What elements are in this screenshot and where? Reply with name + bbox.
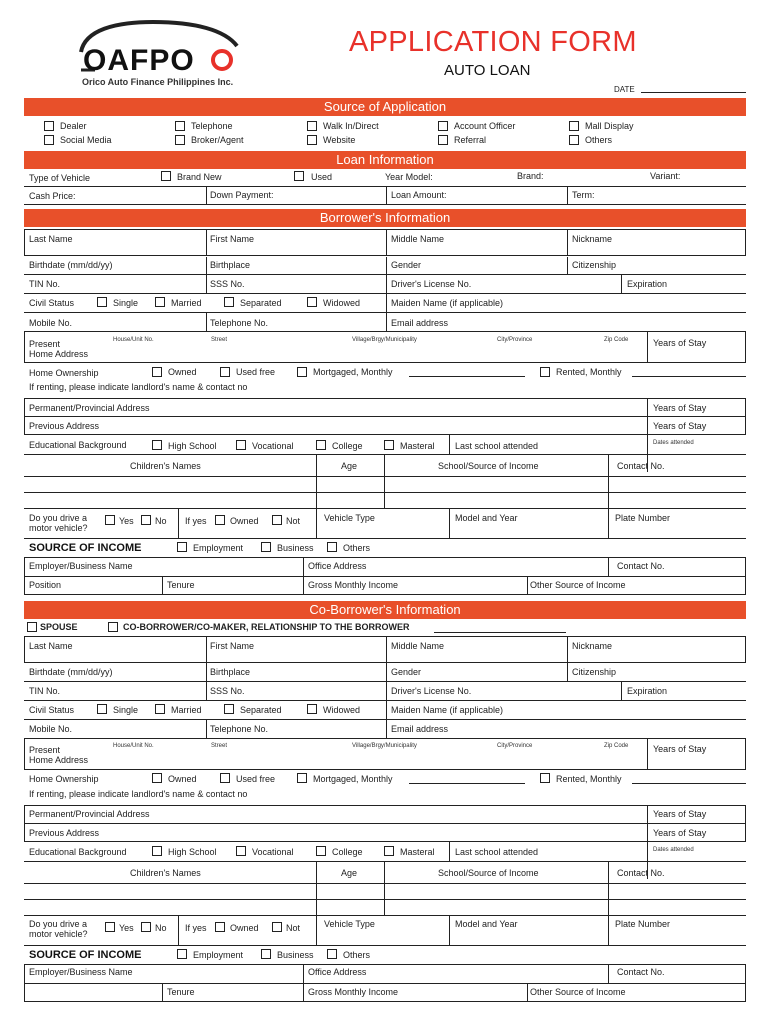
co-drive-question-1: Do you drive a xyxy=(29,919,88,929)
co-single-label: Single xyxy=(113,705,139,715)
vehicle-not-label: Not xyxy=(286,516,301,526)
co-civil-status-label: Civil Status xyxy=(29,705,75,715)
drive-no-checkbox[interactable] xyxy=(141,515,151,525)
spouse-checkbox[interactable] xyxy=(27,622,37,632)
co-tenure-label: Tenure xyxy=(167,987,195,997)
co-employment-checkbox[interactable] xyxy=(177,949,187,959)
age-label: Age xyxy=(341,461,358,471)
co-college-label: College xyxy=(332,847,363,857)
drive-question-1: Do you drive a xyxy=(29,513,88,523)
co-source-income-label: SOURCE OF INCOME xyxy=(29,949,142,961)
source-heading: Source of Application xyxy=(24,98,746,116)
if-yes-label: If yes xyxy=(185,516,207,526)
year-model-label: Year Model: xyxy=(385,172,433,182)
masteral-checkbox[interactable] xyxy=(384,440,394,450)
social-media-checkbox[interactable] xyxy=(44,135,54,145)
co-drive-no-checkbox[interactable] xyxy=(141,922,151,932)
co-vehicle-owned-checkbox[interactable] xyxy=(215,922,225,932)
gender-label: Gender xyxy=(391,260,422,270)
telephone-checkbox[interactable] xyxy=(175,121,185,131)
co-college-checkbox[interactable] xyxy=(316,846,326,856)
co-contact-no-label: Contact No. xyxy=(617,868,665,878)
previous-address-label: Previous Address xyxy=(29,421,100,431)
co-home-address-label: Home Address xyxy=(29,755,89,765)
co-mortgaged-label: Mortgaged, Monthly xyxy=(313,774,393,784)
website-checkbox[interactable] xyxy=(307,135,317,145)
business-label: Business xyxy=(277,543,314,553)
comaker-label: CO-BORROWER/CO-MAKER, RELATIONSHIP TO THE BORROWER xyxy=(123,622,410,632)
contact-no-label: Contact No. xyxy=(617,461,665,471)
co-home-ownership-label: Home Ownership xyxy=(29,774,99,784)
co-employment-label: Employment xyxy=(193,950,244,960)
co-plate-number-label: Plate Number xyxy=(615,919,671,929)
expiration-label: Expiration xyxy=(627,279,668,289)
form-subtitle: AUTO LOAN xyxy=(444,62,531,79)
employment-label: Employment xyxy=(193,543,244,553)
vehicle-owned-label: Owned xyxy=(230,516,259,526)
website-label: Website xyxy=(323,135,356,145)
co-owned-label: Owned xyxy=(168,774,197,784)
co-business-checkbox[interactable] xyxy=(261,949,271,959)
borrower-name-box xyxy=(24,229,746,256)
permanent-years-label: Years of Stay xyxy=(653,403,707,413)
co-mortgaged-checkbox[interactable] xyxy=(297,773,307,783)
co-masteral-checkbox[interactable] xyxy=(384,846,394,856)
broker-label: Broker/Agent xyxy=(191,135,244,145)
present-label: Present xyxy=(29,339,61,349)
co-birthdate-label: Birthdate (mm/dd/yy) xyxy=(29,667,113,677)
referral-label: Referral xyxy=(454,135,487,145)
married-label: Married xyxy=(171,298,202,308)
home-ownership-label: Home Ownership xyxy=(29,368,99,378)
co-middle-name-label: Middle Name xyxy=(391,641,445,651)
rented-checkbox[interactable] xyxy=(540,367,550,377)
co-house-unit-label: House/Unit No. xyxy=(113,743,154,749)
civil-status-label: Civil Status xyxy=(29,298,75,308)
separated-label: Separated xyxy=(240,298,282,308)
tenure-label: Tenure xyxy=(167,580,195,590)
co-sss-label: SSS No. xyxy=(210,686,245,696)
co-office-address-label: Office Address xyxy=(308,967,367,977)
single-label: Single xyxy=(113,298,139,308)
tin-label: TIN No. xyxy=(29,279,61,289)
drivers-license-label: Driver's License No. xyxy=(391,279,472,289)
office-contact-label: Contact No. xyxy=(617,561,665,571)
employer-label: Employer/Business Name xyxy=(29,561,133,571)
social-media-label: Social Media xyxy=(60,135,112,145)
co-if-yes-label: If yes xyxy=(185,923,207,933)
widowed-label: Widowed xyxy=(323,298,361,308)
co-mobile-label: Mobile No. xyxy=(29,724,73,734)
co-high-school-label: High School xyxy=(168,847,217,857)
others-checkbox[interactable] xyxy=(569,135,579,145)
co-village-label: Village/Brgy/Municipality xyxy=(352,743,417,749)
co-permanent-years-label: Years of Stay xyxy=(653,809,707,819)
co-drive-question-2: motor vehicle? xyxy=(29,929,88,939)
co-income-others-label: Others xyxy=(343,950,371,960)
co-street-label: Street xyxy=(211,743,228,749)
college-checkbox[interactable] xyxy=(316,440,326,450)
married-checkbox[interactable] xyxy=(155,297,165,307)
coborrower-heading: Co-Borrower's Information xyxy=(24,601,746,619)
mortgaged-checkbox[interactable] xyxy=(297,367,307,377)
others-label: Others xyxy=(585,135,613,145)
brand-new-label: Brand New xyxy=(177,172,222,182)
position-label: Position xyxy=(29,580,62,590)
brand-label: Brand: xyxy=(517,171,544,181)
walk-in-checkbox[interactable] xyxy=(307,121,317,131)
used-checkbox[interactable] xyxy=(294,171,304,181)
birthdate-label: Birthdate (mm/dd/yy) xyxy=(29,260,113,270)
loan-heading: Loan Information xyxy=(24,151,746,169)
coborrower-name-box xyxy=(24,636,746,663)
co-used-free-checkbox[interactable] xyxy=(220,773,230,783)
date-field[interactable] xyxy=(641,92,746,93)
dates-attended-label: Dates attended xyxy=(653,440,694,446)
single-checkbox[interactable] xyxy=(97,297,107,307)
owned-label: Owned xyxy=(168,367,197,377)
co-gender-label: Gender xyxy=(391,667,422,677)
vehicle-type-label: Vehicle Type xyxy=(324,513,375,523)
co-city-label: City/Province xyxy=(497,743,533,749)
children-names-label: Children's Names xyxy=(130,461,201,471)
co-married-label: Married xyxy=(171,705,202,715)
co-present-label: Present xyxy=(29,745,61,755)
high-school-label: High School xyxy=(168,441,217,451)
co-children-names-label: Children's Names xyxy=(130,868,201,878)
renting-note: If renting, please indicate landlord's name & contact no xyxy=(29,382,248,392)
co-vehicle-owned-label: Owned xyxy=(230,923,259,933)
zip-label: Zip Code xyxy=(604,337,629,343)
co-separated-label: Separated xyxy=(240,705,282,715)
co-used-free-label: Used free xyxy=(236,774,276,784)
co-high-school-checkbox[interactable] xyxy=(152,846,162,856)
co-vehicle-type-label: Vehicle Type xyxy=(324,919,375,929)
college-label: College xyxy=(332,441,363,451)
dealer-checkbox[interactable] xyxy=(44,121,54,131)
co-previous-years-label: Years of Stay xyxy=(653,828,707,838)
vocational-checkbox[interactable] xyxy=(236,440,246,450)
co-masteral-label: Masteral xyxy=(400,847,435,857)
company-name: Orico Auto Finance Philippines Inc. xyxy=(82,77,234,87)
used-free-checkbox[interactable] xyxy=(220,367,230,377)
gross-income-label: Gross Monthly Income xyxy=(308,580,399,590)
birthplace-label: Birthplace xyxy=(210,260,251,270)
logo-text: OAFPO xyxy=(83,44,195,77)
years-stay-label: Years of Stay xyxy=(653,338,707,348)
account-officer-label: Account Officer xyxy=(454,121,516,131)
used-free-label: Used free xyxy=(236,367,276,377)
co-rented-checkbox[interactable] xyxy=(540,773,550,783)
last-name-label: Last Name xyxy=(29,234,73,244)
rented-label: Rented, Monthly xyxy=(556,367,622,377)
brand-new-checkbox[interactable] xyxy=(161,171,171,181)
widowed-checkbox[interactable] xyxy=(307,297,317,307)
co-renting-note: If renting, please indicate landlord's name & contact no xyxy=(29,789,248,799)
plate-number-label: Plate Number xyxy=(615,513,671,523)
co-permanent-label: Permanent/Provincial Address xyxy=(29,809,150,819)
drive-yes-label: Yes xyxy=(119,516,134,526)
telephone-no-label: Telephone No. xyxy=(210,318,269,328)
vehicle-owned-checkbox[interactable] xyxy=(215,515,225,525)
co-other-income-label: Other Source of Income xyxy=(530,987,626,997)
co-vocational-checkbox[interactable] xyxy=(236,846,246,856)
loan-amount-label: Loan Amount: xyxy=(391,190,447,200)
company-logo xyxy=(75,18,250,86)
home-address-label: Home Address xyxy=(29,349,89,359)
co-age-label: Age xyxy=(341,868,358,878)
co-office-contact-label: Contact No. xyxy=(617,967,665,977)
street-label: Street xyxy=(211,337,228,343)
co-drive-yes-label: Yes xyxy=(119,923,134,933)
co-drive-yes-checkbox[interactable] xyxy=(105,922,115,932)
co-citizenship-label: Citizenship xyxy=(572,667,617,677)
term-label: Term: xyxy=(572,190,595,200)
income-others-label: Others xyxy=(343,543,371,553)
co-education-label: Educational Background xyxy=(29,847,127,857)
high-school-checkbox[interactable] xyxy=(152,440,162,450)
house-unit-label: House/Unit No. xyxy=(113,337,154,343)
co-widowed-checkbox[interactable] xyxy=(307,704,317,714)
source-income-label: SOURCE OF INCOME xyxy=(29,542,142,554)
date-label: DATE xyxy=(614,85,635,94)
dealer-label: Dealer xyxy=(60,121,87,131)
co-gross-income-label: Gross Monthly Income xyxy=(308,987,399,997)
office-address-label: Office Address xyxy=(308,561,367,571)
co-widowed-label: Widowed xyxy=(323,705,361,715)
employment-checkbox[interactable] xyxy=(177,542,187,552)
telephone-label: Telephone xyxy=(191,121,233,131)
vehicle-type-label: Type of Vehicle xyxy=(29,173,91,183)
used-label: Used xyxy=(311,172,333,182)
vehicle-not-checkbox[interactable] xyxy=(272,515,282,525)
co-last-school-label: Last school attended xyxy=(455,847,539,857)
co-owned-checkbox[interactable] xyxy=(152,773,162,783)
co-zip-label: Zip Code xyxy=(604,743,629,749)
model-year-label: Model and Year xyxy=(455,513,518,523)
logo-wheel-icon xyxy=(213,51,231,69)
drive-question-2: motor vehicle? xyxy=(29,523,88,533)
broker-checkbox[interactable] xyxy=(175,135,185,145)
co-maiden-label: Maiden Name (if applicable) xyxy=(391,705,504,715)
city-label: City/Province xyxy=(497,337,533,343)
vocational-label: Vocational xyxy=(252,441,294,451)
permanent-address-label: Permanent/Provincial Address xyxy=(29,403,150,413)
village-label: Village/Brgy/Municipality xyxy=(352,337,417,343)
co-single-checkbox[interactable] xyxy=(97,704,107,714)
account-officer-checkbox[interactable] xyxy=(438,121,448,131)
co-vehicle-not-checkbox[interactable] xyxy=(272,922,282,932)
email-label: Email address xyxy=(391,318,449,328)
mall-display-label: Mall Display xyxy=(585,121,634,131)
co-email-label: Email address xyxy=(391,724,449,734)
co-rented-label: Rented, Monthly xyxy=(556,774,622,784)
co-nickname-label: Nickname xyxy=(572,641,613,651)
co-previous-label: Previous Address xyxy=(29,828,100,838)
co-income-others-checkbox[interactable] xyxy=(327,949,337,959)
co-drive-no-label: No xyxy=(155,923,167,933)
owned-checkbox[interactable] xyxy=(152,367,162,377)
spouse-label: SPOUSE xyxy=(40,622,78,632)
co-vehicle-not-label: Not xyxy=(286,923,301,933)
down-payment-label: Down Payment: xyxy=(210,190,274,200)
income-others-checkbox[interactable] xyxy=(327,542,337,552)
last-school-label: Last school attended xyxy=(455,441,539,451)
variant-label: Variant: xyxy=(650,171,681,181)
co-years-stay-label: Years of Stay xyxy=(653,744,707,754)
drive-no-label: No xyxy=(155,516,167,526)
education-label: Educational Background xyxy=(29,440,127,450)
middle-name-label: Middle Name xyxy=(391,234,445,244)
maiden-name-label: Maiden Name (if applicable) xyxy=(391,298,504,308)
nickname-label: Nickname xyxy=(572,234,613,244)
co-last-name-label: Last Name xyxy=(29,641,73,651)
referral-checkbox[interactable] xyxy=(438,135,448,145)
business-checkbox[interactable] xyxy=(261,542,271,552)
co-dates-attended-label: Dates attended xyxy=(653,847,694,853)
drive-yes-checkbox[interactable] xyxy=(105,515,115,525)
walk-in-label: Walk In/Direct xyxy=(323,121,379,131)
co-vocational-label: Vocational xyxy=(252,847,294,857)
co-business-label: Business xyxy=(277,950,314,960)
school-source-label: School/Source of Income xyxy=(438,461,539,471)
masteral-label: Masteral xyxy=(400,441,435,451)
cash-price-label: Cash Price: xyxy=(29,191,76,201)
first-name-label: First Name xyxy=(210,234,255,244)
co-first-name-label: First Name xyxy=(210,641,255,651)
mobile-label: Mobile No. xyxy=(29,318,73,328)
co-married-checkbox[interactable] xyxy=(155,704,165,714)
co-birthplace-label: Birthplace xyxy=(210,667,251,677)
previous-years-label: Years of Stay xyxy=(653,421,707,431)
co-school-source-label: School/Source of Income xyxy=(438,868,539,878)
co-employer-label: Employer/Business Name xyxy=(29,967,133,977)
form-title: APPLICATION FORM xyxy=(349,26,637,58)
co-separated-checkbox[interactable] xyxy=(224,704,234,714)
co-model-year-label: Model and Year xyxy=(455,919,518,929)
mortgaged-label: Mortgaged, Monthly xyxy=(313,367,393,377)
co-telephone-label: Telephone No. xyxy=(210,724,269,734)
borrower-heading: Borrower's Information xyxy=(24,209,746,227)
comaker-checkbox[interactable] xyxy=(108,622,118,632)
co-tin-label: TIN No. xyxy=(29,686,61,696)
separated-checkbox[interactable] xyxy=(224,297,234,307)
other-income-label: Other Source of Income xyxy=(530,580,626,590)
sss-label: SSS No. xyxy=(210,279,245,289)
co-expiration-label: Expiration xyxy=(627,686,668,696)
mall-display-checkbox[interactable] xyxy=(569,121,579,131)
citizenship-label: Citizenship xyxy=(572,260,617,270)
co-license-label: Driver's License No. xyxy=(391,686,472,696)
